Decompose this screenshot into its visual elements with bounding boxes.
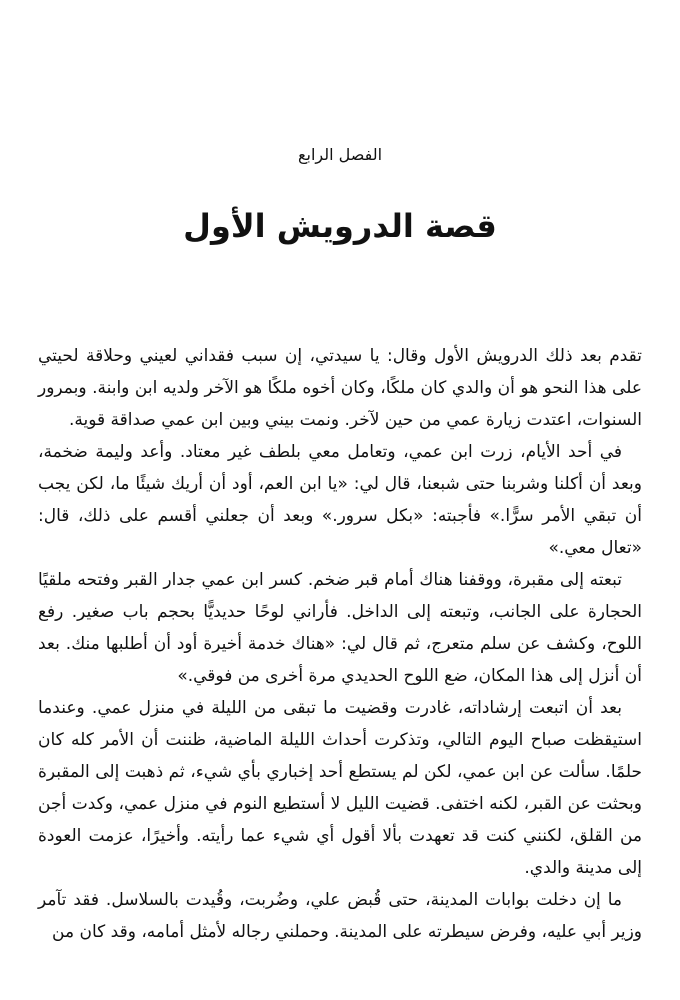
paragraph-5: ما إن دخلت بوابات المدينة، حتى قُبض علي، وضُربت، وقُيدت بالسلاسل. فقد تآمر وزير أبي عليه، وفرض سيطرته على المدينة. وحملني رجاله لأمثل أمامه، وقد كان من [38, 890, 642, 942]
chapter-label: الفصل الرابع [297, 145, 383, 164]
paragraph-1: تقدم بعد ذلك الدرويش الأول وقال: يا سيدتي، إن سبب فقداني لعيني وحلاقة لحيتي على هذا النحو هو أن والدي كان ملكًا، وكان أخوه ملكًا هو الآخر ولديه ابن وابنة. وبمرور السنوات، اعتدت زيارة عمي من حين لآخر. ونمت بيني وبين ابن عمي صداقة قوية. [38, 346, 642, 430]
paragraph-3: تبعته إلى مقبرة، ووقفنا هناك أمام قبر ضخم. كسر ابن عمي جدار القبر وفتحه ملقيًا الحجارة على الجانب، وتبعته إلى الداخل. فأراني لوحًا حديديًّا بحجم باب صغير. رفع اللوح، وكشف عن سلم متعرج، ثم قال لي: «هناك خدمة أخيرة أود أن أطلبها منك. بعد أن أنزل إلى هذا المكان، ضع اللوح الحديدي مرة أخرى من فوقي.» [38, 570, 642, 686]
chapter-title: قصة الدرويش الأول [183, 207, 497, 245]
paragraph-2: في أحد الأيام، زرت ابن عمي، وتعامل معي بلطف غير معتاد. وأعد وليمة ضخمة، وبعد أن أكلنا وشربنا حتى شبعنا، قال لي: «يا ابن العم، أود أن أريك شيئًا ما، لكن يجب أن تبقي الأمر سرًّا.» فأجبته: «بكل سرور.» وبعد أن جعلني أقسم على ذلك، قال: «تعال معي.» [38, 442, 642, 558]
paragraph-4: بعد أن اتبعت إرشاداته، غادرت وقضيت ما تبقى من الليلة في منزل عمي. وعندما استيقظت صباح اليوم التالي، وتذكرت أحداث الليلة الماضية، ظننت أن الأمر كله كان حلمًا. سألت عن ابن عمي، لكن لم يستطع أحد إخباري بأي شيء، ثم ذهبت إلى المقبرة وبحثت عن القبر، لكنه اختفى. قضيت الليل لا أستطيع النوم في منزل عمي، وكدت أجن من القلق، لكنني كنت قد تعهدت بألا أقول أي شيء عما رأيته. وأخيرًا، عزمت العودة إلى مدينة والدي. [38, 698, 642, 878]
chapter-body [38, 340, 642, 948]
